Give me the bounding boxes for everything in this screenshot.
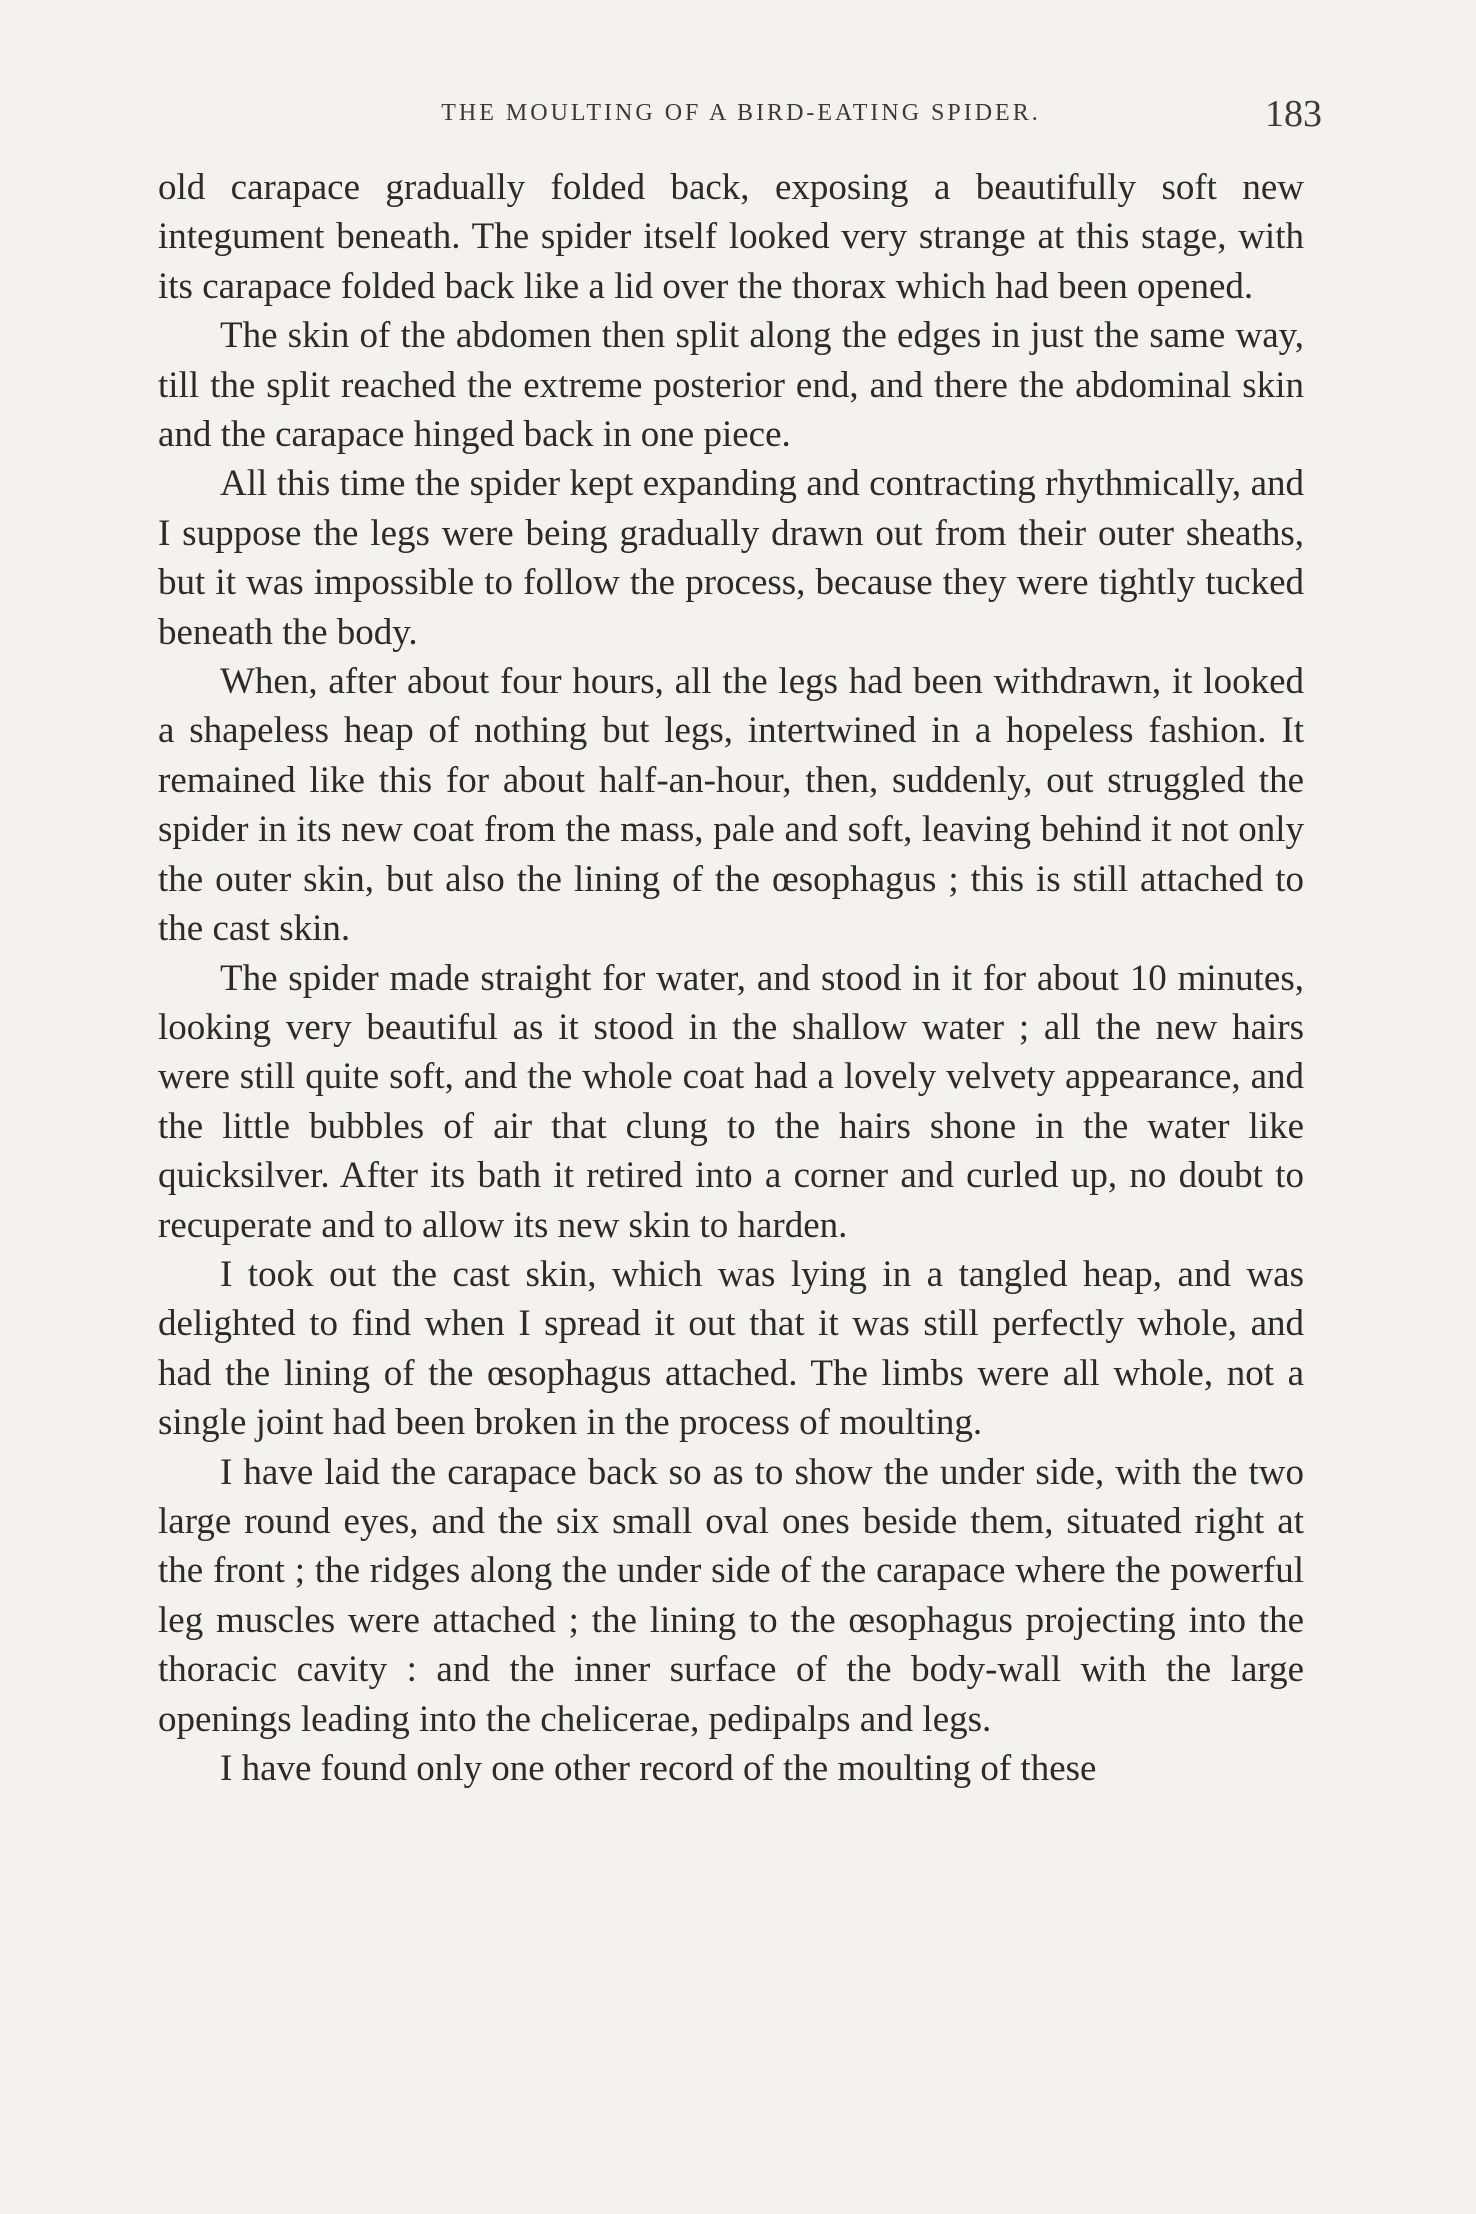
- paragraph-5: The spider made straight for water, and stood in it for about 10 minutes, looking very beautiful as it stood in the shallow water ; all the new hairs were still quite soft, and the whole coat had a lovely velvety appearance, and the little bubbles of air that clung to the hairs shone in the water like quicksilver. After its bath it retired into a corner and curled up, no doubt to recuperate and to allow its new skin to harden.: [158, 957, 1304, 1246]
- paragraph-7: I have laid the carapace back so as to show the under side, with the two large round eyes, and the six small oval ones beside them, situated right at the front ; the ridges along the under side of the carapace where the powerful leg muscles were attached ; the lining to the œsophagus projecting into the thoracic cavity : and the inner surface of the body-wall with the large openings leading into the chelicerae, pedipalps and legs.: [158, 1451, 1304, 1740]
- running-title: THE MOULTING OF A BIRD-EATING SPIDER.: [441, 100, 1041, 126]
- paragraph-4: When, after about four hours, all the legs had been withdrawn, it looked a shapeless heap of nothing but legs, intertwined in a hopeless fashion. It remained like this for about half-an-hour, then, suddenly, out struggled the spider in its new coat from the mass, pale and soft, leaving behind it not only the outer skin, but also the lining of the œsophagus ; this is still attached to the cast skin.: [158, 661, 1304, 950]
- paragraph-1: old carapace gradually folded back, exposing a beautifully soft new integument beneath. The spider itself looked very strange at this stage, with its carapace folded back like a lid over the thorax which had been opened.: [158, 167, 1304, 307]
- body-text: [158, 163, 1304, 1793]
- running-header: [160, 92, 1322, 140]
- paragraph-2: The skin of the abdomen then split along the edges in just the same way, till the split reached the extreme posterior end, and there the abdominal skin and the carapace hinged back in one piece.: [158, 315, 1304, 456]
- page-number: 183: [1265, 93, 1322, 135]
- paragraph-3: All this time the spider kept expanding and contracting rhythmically, and I suppose the legs were being gradually drawn out from their outer sheaths, but it was impossible to follow the process, because they were tightly tucked beneath the body.: [158, 463, 1304, 653]
- paragraph-8: I have found only one other record of the moulting of these: [220, 1748, 1097, 1789]
- paragraph-6: I took out the cast skin, which was lying in a tangled heap, and was delighted to find when I spread it out that it was still perfectly whole, and had the lining of the œsophagus attached. The limbs were all whole, not a single joint had been broken in the process of moulting.: [158, 1253, 1304, 1444]
